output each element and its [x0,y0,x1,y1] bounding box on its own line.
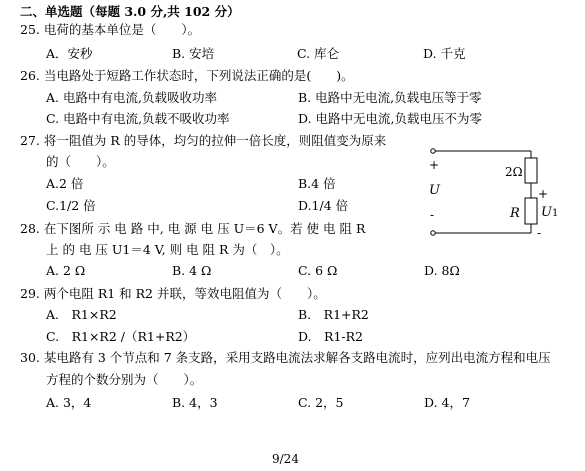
question-28-stem-line1: 28. 在下图所 示 电 路 中, 电 源 电 压 U＝6 V。若 使 电 阻 R [20,221,366,236]
terminal-top [431,149,435,153]
q30-option-c: C. 2，5 [298,395,344,410]
section-title: 二、单选题（每题 3.0 分,共 102 分） [20,4,240,19]
q27-option-a: A.2 倍 [46,176,84,191]
q25-option-d: D. 千克 [423,46,466,61]
q27-option-b: B.4 倍 [298,176,336,191]
q28-option-c: C. 6 Ω [298,263,338,278]
q28-option-d: D. 8Ω [424,263,460,278]
page-number: 9/24 [272,452,299,466]
q26-option-d: D. 电路中无电流,负载电压不为零 [298,111,482,126]
circuit-label-u1: U1 [541,205,559,220]
q25-option-b: B. 安培 [172,46,215,61]
question-25-stem: 25. 电荷的基本单位是（ ）。 [20,22,201,37]
q30-option-a: A. 3，4 [46,395,92,410]
resistor-r [525,198,537,224]
q25-option-a: A．安秒 [46,46,93,61]
circuit-label-2ohm: 2Ω [505,165,523,179]
q29-option-b: B. R1+R2 [298,307,369,322]
q29-option-c: C. R1×R2 /（R1+R2） [46,329,196,344]
terminal-bottom [431,231,435,235]
q30-option-d: D. 4，7 [424,395,470,410]
circuit-minus-right: - [537,226,542,240]
circuit-minus-left: - [430,208,435,222]
question-30-stem-line1: 30. 某电路有 3 个节点和 7 条支路，采用支路电流法求解各支路电流时，应列出电流方程和电压 [20,350,551,365]
circuit-label-r: R [510,206,520,221]
q25-option-c: C. 库仑 [297,46,340,61]
question-27-stem-line1: 27. 将一阻值为 R 的导体，均匀的拉伸一倍长度，则阻值变为原来 [20,133,387,148]
question-27-stem-line2: 的（ ）。 [46,154,115,169]
question-26-stem: 26. 当电路处于短路工作状态时，下列说法正确的是( )。 [20,68,354,83]
q26-option-a: A. 电路中有电流,负载吸收功率 [46,90,217,105]
circuit-label-u: U [429,183,440,198]
q29-option-a: A. R1×R2 [46,307,117,322]
q30-option-b: B. 4，3 [172,395,218,410]
resistor-2ohm [525,158,537,183]
q29-option-d: D. R1-R2 [298,329,364,344]
circuit-plus-right: + [538,187,549,201]
q27-option-c: C.1/2 倍 [46,198,96,213]
question-30-stem-line2: 方程的个数分别为（ ）。 [46,372,203,387]
question-29-stem: 29. 两个电阻 R1 和 R2 并联，等效电阻值为（ ）。 [20,286,326,301]
circuit-plus-left: + [429,158,440,172]
q26-option-c: C. 电路中有电流,负载不吸收功率 [46,111,230,126]
q28-option-a: A. 2 Ω [46,263,86,278]
q26-option-b: B. 电路中无电流,负载电压等于零 [298,90,482,105]
q28-option-b: B. 4 Ω [172,263,212,278]
question-28-stem-line2: 上 的 电 压 U1＝4 V, 则 电 阻 R 为（ ）。 [46,242,289,257]
q27-option-d: D.1/4 倍 [298,198,349,213]
